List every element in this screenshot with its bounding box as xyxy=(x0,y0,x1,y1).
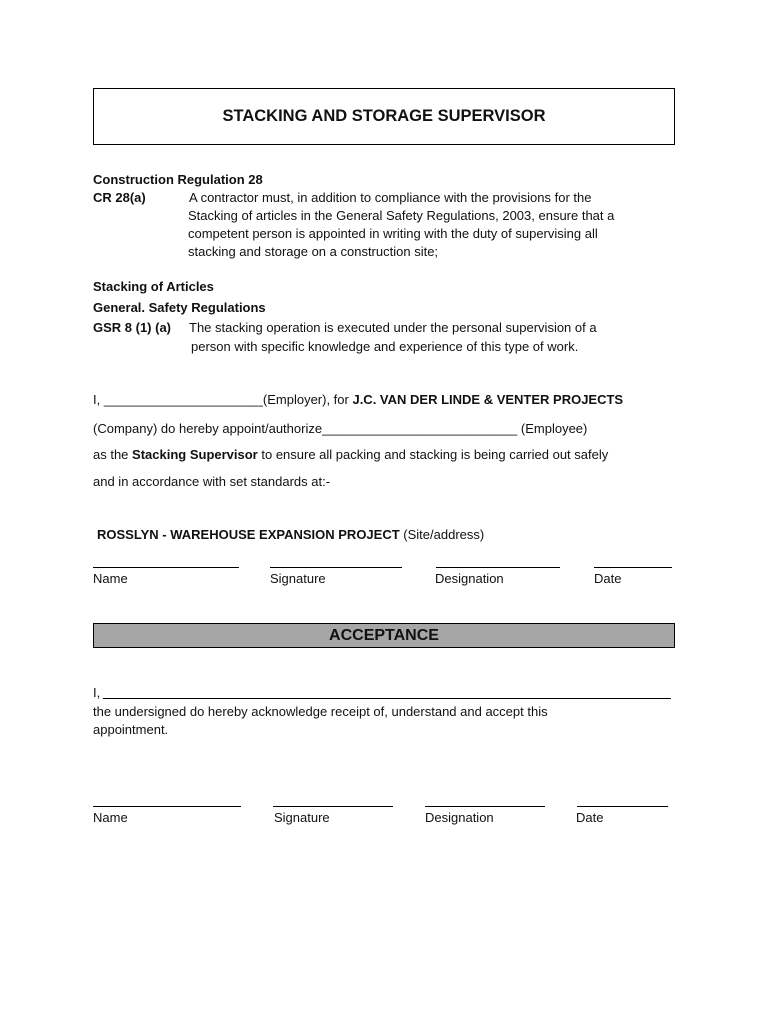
signature-label-2: Signature xyxy=(274,810,330,825)
signature-label-1: Signature xyxy=(270,571,326,586)
designation-line-1[interactable] xyxy=(436,567,560,568)
appointment-line-1 xyxy=(93,392,623,407)
site-line xyxy=(97,527,484,542)
gsr-ref: GSR 8 (1) (a) xyxy=(93,320,172,335)
gsr-line-1: The stacking operation is executed under the personal supervision of a xyxy=(189,320,597,335)
employer-blank[interactable]: I, ______________________(Employer), for xyxy=(93,392,353,407)
appointment-as-the: as the xyxy=(93,447,133,462)
signature-line-2[interactable] xyxy=(273,806,393,807)
name-line-1[interactable] xyxy=(93,567,239,568)
designation-label-2: Designation xyxy=(425,810,494,825)
document-title: STACKING AND STORAGE SUPERVISOR xyxy=(93,88,675,145)
acceptance-title: ACCEPTANCE xyxy=(93,623,675,648)
gsr-line-2: person with specific knowledge and experience of this type of work. xyxy=(191,339,579,354)
acceptance-text-2: appointment. xyxy=(93,722,169,737)
appointment-line-4: and in accordance with set standards at:- xyxy=(93,474,331,489)
appointment-line-2[interactable]: (Company) do hereby appoint/authorize___________________________ (Employee) xyxy=(93,421,588,436)
name-line-2[interactable] xyxy=(93,806,241,807)
site-name: ROSSLYN - WAREHOUSE EXPANSION PROJECT xyxy=(97,527,400,542)
name-label-2: Name xyxy=(93,810,128,825)
role-name: Stacking Supervisor xyxy=(132,447,258,462)
construction-line-1: A contractor must, in addition to compliance with the provisions for the xyxy=(189,190,592,205)
acceptance-name-line[interactable] xyxy=(103,698,671,699)
appointment-purpose: to ensure all packing and stacking is being carried out safely xyxy=(257,447,609,462)
designation-label-1: Designation xyxy=(435,571,504,586)
stacking-heading: Stacking of Articles xyxy=(93,279,214,294)
company-name: J.C. VAN DER LINDE & VENTER PROJECTS xyxy=(352,392,624,407)
name-label-1: Name xyxy=(93,571,128,586)
date-line-1[interactable] xyxy=(594,567,672,568)
construction-line-3: competent person is appointed in writing with the duty of supervising all xyxy=(188,226,598,241)
appointment-line-3 xyxy=(93,447,608,462)
construction-line-4: stacking and storage on a construction site; xyxy=(188,244,439,259)
construction-line-2: Stacking of articles in the General Safety Regulations, 2003, ensure that a xyxy=(188,208,615,223)
gsr-heading: General. Safety Regulations xyxy=(93,300,266,315)
site-label: (Site/address) xyxy=(399,527,485,542)
construction-ref: CR 28(a) xyxy=(93,190,146,205)
date-line-2[interactable] xyxy=(577,806,668,807)
signature-line-1[interactable] xyxy=(270,567,402,568)
construction-heading: Construction Regulation 28 xyxy=(93,172,263,187)
designation-line-2[interactable] xyxy=(425,806,545,807)
date-label-1: Date xyxy=(594,571,622,586)
acceptance-prefix: I, xyxy=(93,685,101,700)
acceptance-text-1: the undersigned do hereby acknowledge receipt of, understand and accept this xyxy=(93,704,548,719)
date-label-2: Date xyxy=(576,810,604,825)
